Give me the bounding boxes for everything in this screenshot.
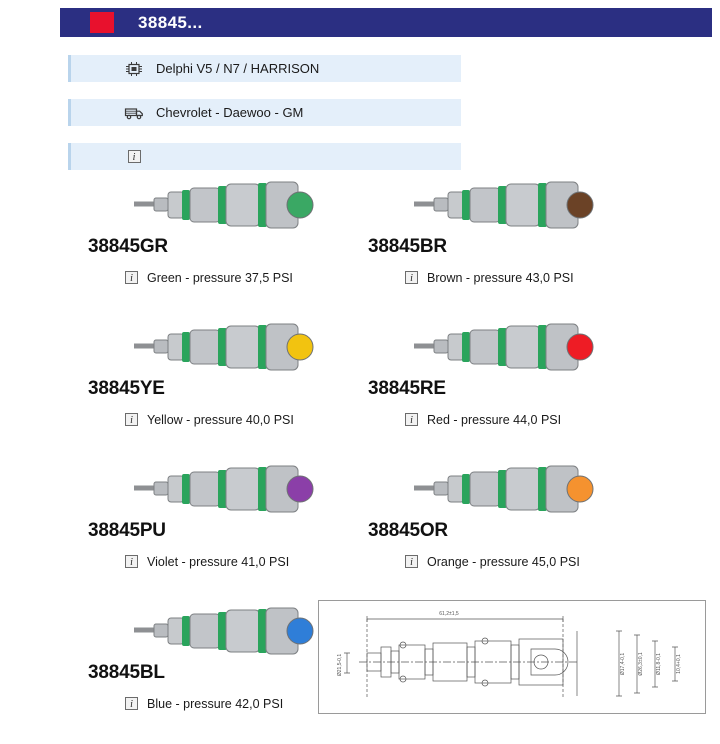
product-item[interactable]	[78, 318, 368, 460]
product-description: Brown - pressure 43,0 PSI	[427, 271, 574, 285]
product-description: Red - pressure 44,0 PSI	[427, 413, 562, 427]
product-description-row	[125, 413, 294, 427]
product-code: 38845GR	[88, 236, 168, 257]
product-code: 38845YE	[88, 378, 165, 399]
page-header	[60, 8, 712, 37]
product-description-row	[125, 697, 283, 711]
dim-d5: 10,4+0,1	[676, 654, 682, 674]
strip-label-brands: Chevrolet - Daewoo - GM	[156, 105, 304, 120]
valve-cap	[567, 192, 593, 218]
dim-length: 61,2±1,5	[439, 611, 459, 617]
dim-d1: Ø21,5-0,1	[337, 653, 343, 677]
product-description: Orange - pressure 45,0 PSI	[427, 555, 580, 569]
dim-d2: Ø17,4-0,1	[620, 652, 626, 676]
info-icon: i	[125, 271, 138, 284]
valve-cap	[287, 192, 313, 218]
product-item[interactable]	[358, 460, 648, 602]
strip-compressor-family	[68, 55, 461, 82]
chip-icon	[121, 61, 147, 77]
info-icon: i	[405, 413, 418, 426]
info-icon: i	[405, 271, 418, 284]
page-title: 38845...	[138, 13, 203, 32]
product-code: 38845RE	[368, 378, 446, 399]
product-description: Yellow - pressure 40,0 PSI	[147, 413, 294, 427]
info-icon: i	[125, 697, 138, 710]
product-description: Green - pressure 37,5 PSI	[147, 271, 293, 285]
dim-d4: Ø11,8-0,1	[656, 653, 662, 675]
valve-cap	[287, 618, 313, 644]
red-tab-marker	[90, 12, 114, 33]
product-description: Blue - pressure 42,0 PSI	[147, 697, 284, 711]
info-icon: i	[125, 413, 138, 426]
valve-cap	[567, 334, 593, 360]
truck-icon	[121, 105, 147, 121]
product-description-row	[125, 271, 293, 285]
product-code: 38845BR	[368, 236, 447, 257]
technical-drawing	[318, 600, 706, 714]
product-description-row	[405, 271, 574, 285]
dim-d3: Ø26,3±0,1	[638, 652, 644, 676]
valve-cap	[567, 476, 593, 502]
product-description: Violet - pressure 41,0 PSI	[147, 555, 290, 569]
strip-label-compressor: Delphi V5 / N7 / HARRISON	[156, 61, 320, 76]
product-item[interactable]	[358, 318, 648, 460]
product-item[interactable]	[78, 460, 368, 602]
valve-cap	[287, 476, 313, 502]
product-description-row	[405, 555, 580, 569]
product-code: 38845BL	[88, 662, 165, 683]
strip-info	[68, 143, 461, 170]
info-icon: i	[121, 150, 147, 163]
product-description-row	[125, 555, 289, 569]
product-description-row	[405, 413, 561, 427]
product-code: 38845OR	[368, 520, 448, 541]
valve-cap	[287, 334, 313, 360]
info-icon: i	[125, 555, 138, 568]
product-code: 38845PU	[88, 520, 166, 541]
strip-vehicle-brands	[68, 99, 461, 126]
product-item[interactable]	[358, 176, 648, 318]
info-icon: i	[405, 555, 418, 568]
product-item[interactable]	[78, 176, 368, 318]
